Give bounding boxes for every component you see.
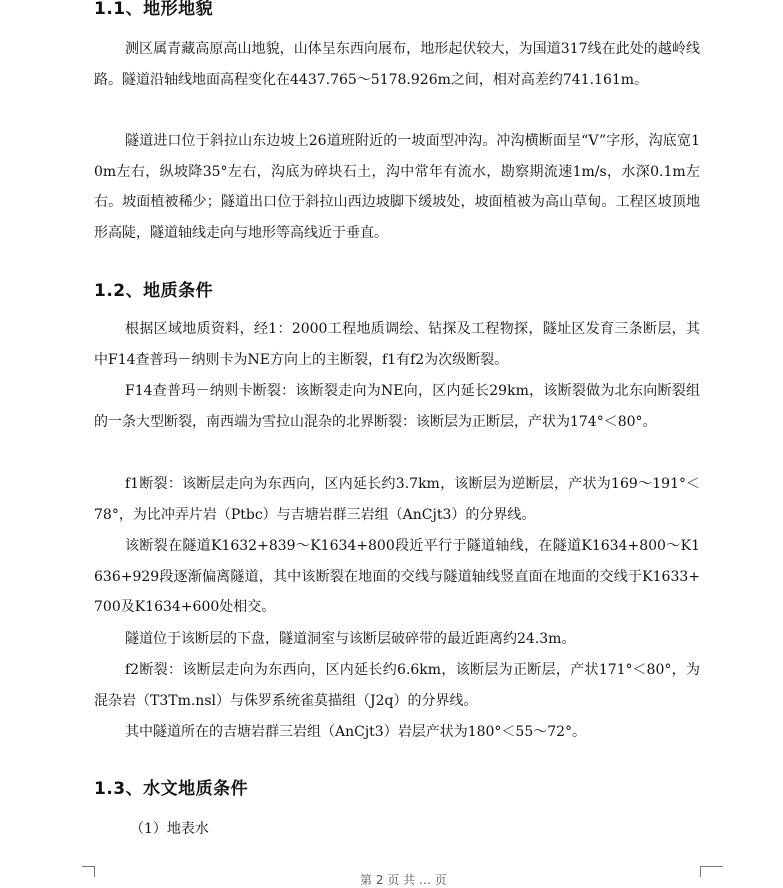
paragraph-geology-2: F14查普玛－纳则卡断裂：该断裂走向为NE向，区内延长29km，该断裂做为北东向断裂组的一条大型断裂，南西端为雪拉山混杂的北界断裂：该断层为正断层，产状为174°＜80°。 [94, 383, 700, 430]
paragraph-geology-7: 其中隧道所在的吉塘岩群三岩组（AnCjt3）岩层产状为180°＜55～72°。 [125, 724, 587, 740]
page-corner-mark-left [82, 866, 95, 877]
paragraph-geology-1: 根据区域地质资料，经1：2000工程地质调绘、钻探及工程物探，隧址区发育三条断层，其中F14查普玛－纳则卡为NE方向上的主断裂，f1有f2为次级断裂。 [94, 321, 700, 368]
subheading-surface-water: （1）地表水 [130, 821, 209, 837]
page-footer: 第 2 页 共 … 页 [360, 873, 447, 887]
paragraph-geology-5: 隧道位于该断层的下盘，隧道洞室与该断层破碎带的最近距离约24.3m。 [125, 631, 576, 647]
paragraph-geology-3: f1断裂：该断层走向为东西向，区内延长约3.7km，该断层为逆断层，产状为169～191°＜78°，为比冲弄片岩（Ptbc）与吉塘岩群三岩组（AnCjt3）的分界线。 [94, 476, 700, 523]
paragraph-geology-6: f2断裂：该断层走向为东西向，区内延长约6.6km，该断层为正断层，产状171°＜80°，为混杂岩（T3Tm.nsl）与侏罗系统雀莫描组（J2q）的分界线。 [94, 662, 700, 709]
section-heading-geology: 1.2、地质条件 [94, 281, 214, 301]
page-corner-mark-right [700, 866, 723, 877]
section-heading-terrain: 1.1、地形地貌 [94, 0, 214, 19]
paragraph-terrain-2: 隧道进口位于斜拉山东边坡上26道班附近的一坡面型冲沟。冲沟横断面呈“V”字形，沟底宽10m左右，纵坡降35°左右，沟底为碎块石土，沟中常年有流水，勘察期流速1m/s，水深0.1m左右。坡面植被稀少；隧道出口位于斜拉山西边坡脚下缓坡处，坡面植被为高山草甸。工程区坡顶地形高陡，隧道轴线走向与地形等高线近于垂直。 [94, 133, 700, 241]
section-heading-hydrogeology: 1.3、水文地质条件 [94, 779, 249, 799]
paragraph-terrain-1: 测区属青藏高原高山地貌，山体呈东西向展布，地形起伏较大，为国道317线在此处的越岭线路。隧道沿轴线地面高程变化在4437.765～5178.926m之间，相对高差约741.161m。 [94, 41, 700, 88]
paragraph-geology-4: 该断裂在隧道K1632+839～K1634+800段近平行于隧道轴线，在隧道K1634+800～K1636+929段逐渐偏离隧道，其中该断裂在地面的交线与隧道轴线竖直面在地面的交线于K1633+700及K1634+600处相交。 [94, 538, 700, 615]
